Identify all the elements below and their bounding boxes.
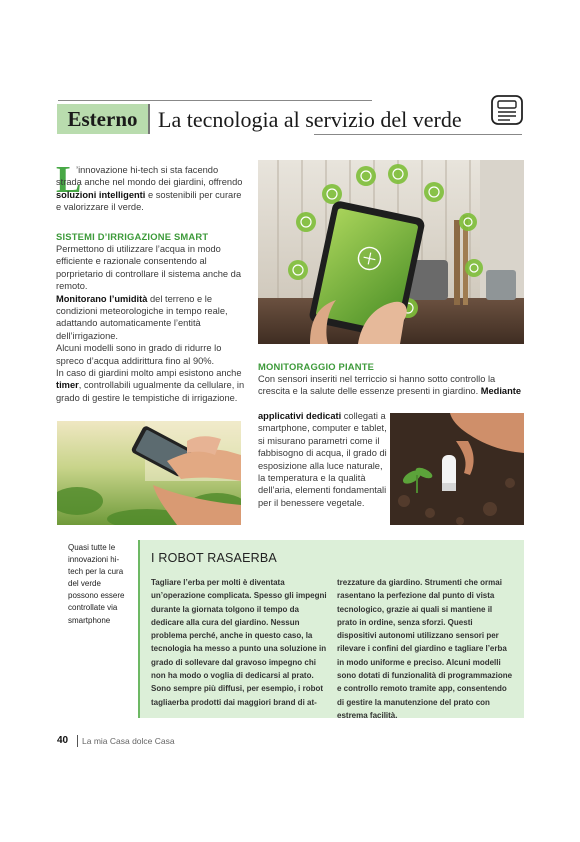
field-smartphone-photo [57,421,241,525]
device-icon [490,94,524,126]
soil-sensor-photo [390,413,524,525]
header-rule [58,100,372,101]
robot-mower-column-2: trezzature da giardino. Strumenti che ormai rasentano la perfezione dal punto di vista tecnologico, grazie ai quali si mantiene il prato in ordine, senza sforzi. Questi dispositivi autonomi utilizzano sensori per rilevare i confini del giardino e tagliare l’erba in modo uniforme e preciso. Alcuni modelli sono dotati di funzionalità di programmazione e controllo remoto tramite app, consentendo di gestire la manutenzione del prato con estrema facilità. [337,578,513,720]
monitoring-text-continued: applicativi dedicati collegati a smartphone, computer e tablet, si misurano parametri come il fabbisogno di acqua, il grado di esposizione alla luce naturale, la temperatura e la qualità dell’aria, elementi fondamentali per il benessere vegetale. [258,411,387,508]
robot-mower-heading: I ROBOT RASAERBA [151,551,277,565]
footer-separator [77,735,78,747]
page-title: La tecnologia al servizio del verde [158,107,462,132]
photo-caption: Quasi tutte le innovazioni hi-tech per la cura del verde possono essere controllate via smartphone [68,543,125,625]
monitoring-heading: MONITORAGGIO PIANTE [258,361,375,372]
intro-bold: soluzioni intelligenti [56,189,146,200]
intro-paragraph: ’innovazione hi-tech si sta facendo strada anche nel mondo dei giardini, offrendo soluzioni intelligenti e sostenibili per curare e valorizzare il verde. [56,165,243,213]
robot-mower-column-1: Tagliare l’erba per molti è diventata un’operazione complicata. Spesso gli impegni durante la giornata tolgono il tempo da dedicare alla cura del giardino. Nessun problema perché, anche in questo caso, la tecnologia ha messo a punto una soluzione in grado di sollevare dal gravoso impegno chi non ha modo o voglia di dedicarsi al prato. Sono sempre più diffusi, per esempio, i robot tagliaerba prodotti dai maggiori brand di at- [151,578,327,707]
page-number: 40 [57,735,69,746]
monitoring-text: Con sensori inseriti nel terriccio si hanno sotto controllo la crescita e la salute delle essenze presenti in giardino. Mediante [258,374,522,397]
title-underline [314,134,522,135]
garden-tablet-photo [258,160,524,344]
magazine-name: La mia Casa dolce Casa [82,736,175,746]
section-tag: Esterno [57,104,150,134]
drop-cap: L [56,159,82,201]
irrigation-text: Permettono di utilizzare l’acqua in modo efficiente e razionale consentendo al porprietario di controllare il sistema anche da remoto. Monitorano l’umidità del terreno e le condizioni meteorologiche in tempo reale, adattando automaticamente l’entità dell’irrigazione. Alcuni modelli sono in grado di ridurre lo spreco d’acqua addirittura fino al 90%. In caso di giardini molto ampi esistono anche timer, controllabili ugualmente da cellulare, in grado di gestire le tempistiche di irrigazione. [56,244,245,403]
irrigation-heading: SISTEMI D’IRRIGAZIONE SMART [56,231,209,242]
